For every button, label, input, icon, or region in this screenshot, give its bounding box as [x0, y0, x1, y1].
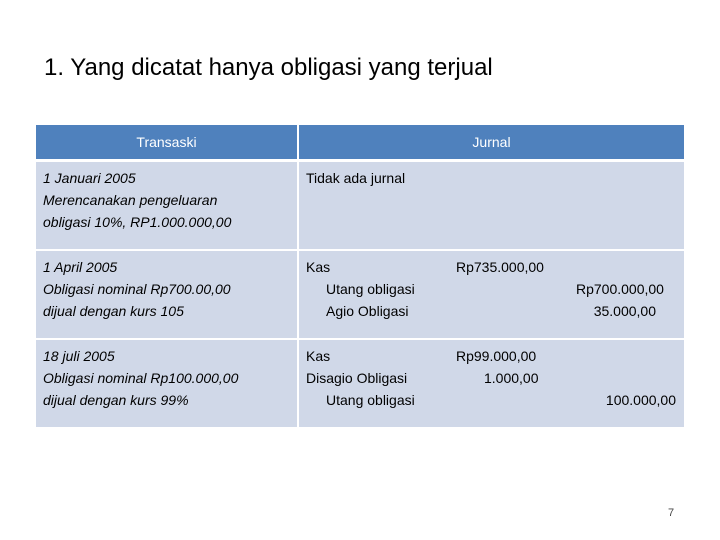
journal-cell	[298, 339, 684, 428]
journal-table	[36, 125, 684, 429]
journal-account: Agio Obligasi	[326, 303, 409, 319]
transaction-desc: Merencanakan pengeluaran	[43, 192, 218, 208]
transaction-cell	[36, 161, 298, 251]
table-row	[36, 339, 684, 428]
page-number: 7	[668, 507, 675, 519]
transaction-desc: Obligasi nominal Rp700.00,00	[43, 281, 231, 297]
table-header-row	[36, 125, 684, 161]
transaction-date: 18 juli 2005	[43, 348, 115, 364]
journal-cell	[298, 161, 684, 251]
journal-account: Utang obligasi	[326, 392, 415, 408]
transaction-desc: obligasi 10%, RP1.000.000,00	[43, 214, 232, 230]
slide-title: 1. Yang dicatat hanya obligasi yang terjual	[44, 54, 493, 81]
journal-account: Tidak ada jurnal	[306, 170, 406, 186]
transaction-cell	[36, 250, 298, 339]
table-row	[36, 161, 684, 251]
journal-account: Kas	[306, 348, 331, 364]
journal-account: Kas	[306, 259, 331, 275]
transaction-date: 1 Januari 2005	[43, 170, 136, 186]
journal-debit: Rp99.000,00	[456, 348, 537, 364]
transaction-desc: dijual dengan kurs 105	[43, 303, 184, 319]
journal-debit: 1.000,00	[484, 370, 539, 386]
transaction-desc: Obligasi nominal Rp100.000,00	[43, 370, 239, 386]
transaction-desc: dijual dengan kurs 99%	[43, 392, 189, 408]
journal-debit: Rp735.000,00	[456, 259, 544, 275]
journal-cell	[298, 250, 684, 339]
header-jurnal: Jurnal	[298, 125, 684, 161]
journal-credit: Rp700.000,00	[576, 281, 664, 297]
header-transaksi: Transaski	[36, 125, 298, 161]
table-row	[36, 250, 684, 339]
journal-credit: 35.000,00	[593, 303, 656, 319]
journal-account: Disagio Obligasi	[306, 370, 408, 386]
journal-credit: 100.000,00	[605, 392, 676, 408]
journal-account: Utang obligasi	[326, 281, 415, 297]
transaction-date: 1 April 2005	[43, 259, 118, 275]
transaction-cell	[36, 339, 298, 428]
